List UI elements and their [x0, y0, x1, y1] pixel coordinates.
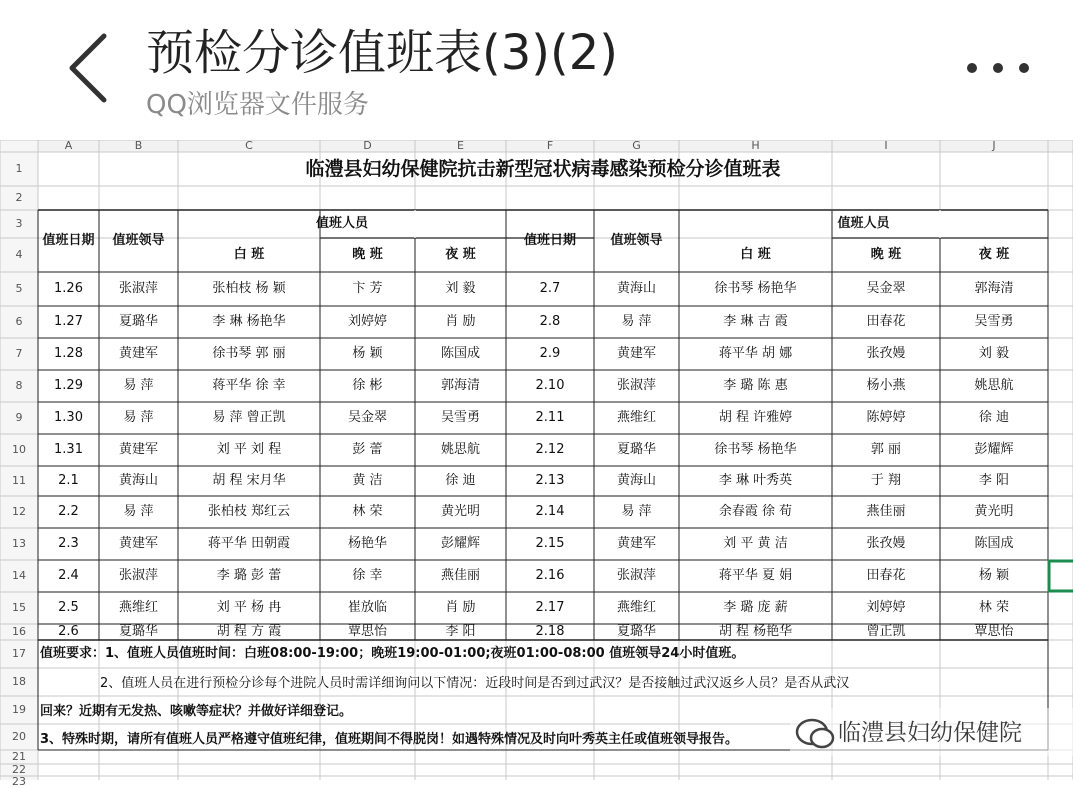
table-cell[interactable]: 胡 程 许雅婷: [718, 410, 793, 425]
more-dots-icon[interactable]: [958, 48, 1038, 88]
table-cell[interactable]: 陈国成: [440, 346, 480, 361]
row-header-5[interactable]: 5: [15, 282, 23, 295]
header-evening: 晚 班: [352, 247, 383, 262]
table-cell[interactable]: 彭耀辉: [974, 442, 1014, 457]
table-cell[interactable]: 黄建军: [118, 442, 158, 457]
header-staff: 值班人员: [837, 216, 890, 231]
table-cell[interactable]: 易 萍: [621, 314, 652, 329]
table-cell[interactable]: 杨 颖: [352, 346, 383, 361]
table-cell[interactable]: 李 璐 庞 薪: [723, 600, 788, 615]
table-cell[interactable]: 李 璐 陈 惠: [723, 378, 788, 393]
table-cell[interactable]: 李 璐 彭 蕾: [216, 568, 282, 583]
table-cell[interactable]: 2.18: [535, 624, 565, 639]
row-header-9[interactable]: 9: [15, 411, 23, 424]
table-cell[interactable]: 1.28: [54, 346, 83, 361]
table-cell[interactable]: 张孜嫚: [866, 346, 906, 361]
column-header-F[interactable]: F: [546, 139, 554, 152]
table-cell[interactable]: 夏璐华: [616, 624, 656, 639]
table-cell[interactable]: 蒋平华 夏 娟: [718, 568, 793, 583]
spreadsheet[interactable]: [0, 139, 1073, 788]
table-cell[interactable]: 燕维红: [616, 410, 656, 425]
note-line-3: 回来？近期有无发热、咳嗽等症状？并做好详细登记。: [40, 704, 353, 719]
table-cell[interactable]: 张淑萍: [616, 378, 656, 393]
row-header-6[interactable]: 6: [15, 315, 23, 328]
selected-cell[interactable]: [1049, 561, 1073, 591]
table-cell[interactable]: 张柏枝 杨 颖: [212, 281, 286, 296]
table-cell[interactable]: 黄建军: [616, 536, 656, 551]
table-cell[interactable]: 2.3: [58, 536, 79, 551]
table-cell[interactable]: 2.8: [539, 314, 561, 329]
table-cell[interactable]: 郭海清: [974, 281, 1014, 296]
table-cell[interactable]: 1.27: [54, 314, 83, 329]
table-cell[interactable]: 田春花: [866, 314, 906, 329]
column-header-D[interactable]: D: [363, 139, 372, 152]
row-header-21[interactable]: 21: [12, 750, 26, 763]
column-header-A[interactable]: A: [64, 139, 73, 152]
table-cell[interactable]: 曾正凯: [866, 624, 906, 639]
column-header-H[interactable]: H: [751, 139, 760, 152]
table-cell[interactable]: 黄光明: [974, 504, 1014, 519]
table-cell[interactable]: 刘婷婷: [866, 600, 906, 615]
table-cell[interactable]: 郭 丽: [870, 442, 902, 457]
table-cell[interactable]: 2.10: [535, 378, 565, 393]
table-cell[interactable]: 夏璐华: [118, 624, 158, 639]
table-cell[interactable]: 杨小燕: [866, 378, 906, 393]
table-cell[interactable]: 姚思航: [440, 442, 480, 457]
header-date: 值班日期: [42, 233, 95, 248]
header-night: 夜 班: [978, 247, 1010, 262]
row-header-10[interactable]: 10: [12, 443, 26, 456]
table-cell[interactable]: 易 萍: [621, 504, 652, 519]
table-cell[interactable]: 田春花: [866, 568, 906, 583]
table-cell[interactable]: 彭耀辉: [440, 536, 480, 551]
column-header-I[interactable]: I: [884, 139, 888, 152]
row-header-15[interactable]: 15: [12, 601, 26, 614]
table-cell[interactable]: 2.14: [535, 504, 565, 519]
table-cell[interactable]: 2.16: [535, 568, 565, 583]
table-cell[interactable]: 徐书琴 杨艳华: [714, 442, 797, 457]
table-cell[interactable]: 2.4: [58, 568, 79, 583]
table-cell[interactable]: 胡 程 杨艳华: [718, 624, 793, 639]
row-header-4[interactable]: 4: [15, 248, 23, 261]
table-cell[interactable]: 徐书琴 杨艳华: [714, 281, 797, 296]
table-cell[interactable]: 李 琳 吉 霞: [723, 314, 788, 329]
table-cell[interactable]: 林 荣: [352, 504, 383, 519]
table-cell[interactable]: 张柏枝 郑红云: [207, 504, 291, 519]
table-cell[interactable]: 燕佳丽: [440, 568, 480, 583]
table-cell[interactable]: 徐 彬: [352, 378, 383, 393]
table-cell[interactable]: 1.30: [54, 410, 83, 425]
table-cell[interactable]: 燕佳丽: [866, 504, 906, 519]
row-header-11[interactable]: 11: [12, 474, 26, 487]
table-cell[interactable]: 夏璐华: [616, 442, 656, 457]
row-header-23[interactable]: 23: [12, 775, 26, 788]
table-cell[interactable]: 黄建军: [118, 346, 158, 361]
header-evening: 晚 班: [870, 247, 902, 262]
table-cell[interactable]: 1.29: [54, 378, 83, 393]
table-cell[interactable]: 燕维红: [118, 600, 158, 615]
table-cell[interactable]: 林 荣: [978, 600, 1010, 615]
table-cell[interactable]: 2.17: [535, 600, 565, 615]
table-cell[interactable]: 张淑萍: [616, 568, 656, 583]
table-cell[interactable]: 黄 洁: [352, 473, 383, 488]
table-cell[interactable]: 蒋平华 徐 幸: [212, 378, 286, 393]
table-cell[interactable]: 易 萍 曾正凯: [212, 410, 286, 425]
table-cell[interactable]: 1.26: [54, 281, 83, 296]
table-cell[interactable]: 于 翔: [870, 473, 902, 488]
row-header-18[interactable]: 18: [12, 675, 26, 688]
watermark-text: 临澧县妇幼保健院: [838, 720, 1022, 746]
table-cell[interactable]: 张孜嫚: [866, 536, 906, 551]
table-cell[interactable]: 2.12: [535, 442, 565, 457]
note-line-2: 2、值班人员在进行预检分诊每个进院人员时需详细询问以下情况：近段时间是否到过武汉？是否接触过武汉返乡人员？是否从武汉: [100, 676, 850, 691]
table-cell[interactable]: 李 阳: [445, 624, 476, 639]
table-cell[interactable]: 黄光明: [440, 504, 480, 519]
table-cell[interactable]: 刘 平 杨 冉: [216, 600, 282, 615]
app-header: [0, 0, 1073, 138]
table-cell[interactable]: 易 萍: [123, 410, 154, 425]
table-cell[interactable]: 2.1: [58, 473, 79, 488]
header-staff: 值班人员: [315, 216, 368, 231]
table-cell[interactable]: 2.7: [539, 281, 561, 296]
table-cell[interactable]: 覃思怡: [974, 624, 1014, 639]
table-cell[interactable]: 刘 毅: [445, 281, 476, 296]
column-header-E[interactable]: E: [457, 139, 464, 152]
table-cell[interactable]: 刘 平 黄 洁: [723, 536, 788, 551]
table-cell[interactable]: 徐 迪: [445, 473, 476, 488]
table-cell[interactable]: 李 阳: [978, 473, 1010, 488]
table-cell[interactable]: 刘 毅: [978, 346, 1010, 361]
header-night: 夜 班: [445, 247, 476, 262]
note-line-4: 3、特殊时期，请所有值班人员严格遵守值班纪律，值班期间不得脱岗！如遇特殊情况及时向叶秀英主任或值班领导报告。: [40, 732, 739, 747]
table-cell[interactable]: 陈婷婷: [866, 410, 906, 425]
table-cell[interactable]: 2.2: [58, 504, 79, 519]
table-cell[interactable]: 易 萍: [123, 504, 154, 519]
header-leader: 值班领导: [610, 233, 663, 248]
table-cell[interactable]: 2.6: [58, 624, 79, 639]
table-cell[interactable]: 卞 芳: [352, 281, 383, 296]
table-cell[interactable]: 李 琳 杨艳华: [212, 314, 286, 329]
page-title: 预检分诊值班表(3)(2): [146, 25, 618, 81]
table-cell[interactable]: 徐书琴 郭 丽: [212, 346, 286, 361]
table-cell[interactable]: 黄建军: [616, 346, 656, 361]
table-cell[interactable]: 刘婷婷: [347, 314, 387, 329]
column-header-J[interactable]: J: [992, 139, 996, 152]
table-cell[interactable]: 李 琳 叶秀英: [718, 473, 793, 488]
note-line-1: 值班要求：1、值班人员值班时间：白班08:00-19:00；晚班19:00-01:00;夜班01:00-08:00 值班领导24小时值班。: [40, 646, 745, 661]
table-cell[interactable]: 2.5: [58, 600, 79, 615]
table-cell[interactable]: 2.9: [539, 346, 561, 361]
table-cell[interactable]: 余春霞 徐 荀: [718, 504, 793, 519]
table-cell[interactable]: 刘 平 刘 程: [216, 442, 282, 457]
column-header-C[interactable]: C: [245, 139, 253, 152]
row-header-1[interactable]: 1: [15, 162, 23, 175]
row-header-19[interactable]: 19: [12, 703, 26, 716]
sheet-title: 临澧县妇幼保健院抗击新型冠状病毒感染预检分诊值班表: [305, 158, 781, 180]
row-header-14[interactable]: 14: [12, 569, 26, 582]
table-cell[interactable]: 黄建军: [118, 536, 158, 551]
table-cell[interactable]: 黄海山: [616, 473, 656, 488]
row-header-2[interactable]: 2: [15, 191, 23, 204]
table-cell[interactable]: 蒋平华 胡 娜: [718, 346, 793, 361]
table-cell[interactable]: 徐 迪: [978, 410, 1010, 425]
row-header-3[interactable]: 3: [15, 217, 23, 230]
row-header-17[interactable]: 17: [12, 647, 26, 660]
row-header-16[interactable]: 16: [12, 625, 26, 638]
table-cell[interactable]: 黄海山: [118, 473, 158, 488]
table-cell[interactable]: 吴金翠: [866, 281, 906, 296]
table-cell[interactable]: 夏璐华: [118, 314, 158, 329]
table-cell[interactable]: 燕维红: [616, 600, 656, 615]
table-cell[interactable]: 2.13: [535, 473, 565, 488]
table-cell[interactable]: 覃思怡: [347, 624, 387, 639]
row-header-22[interactable]: 22: [12, 763, 26, 776]
table-cell[interactable]: 彭 蕾: [352, 442, 383, 457]
table-cell[interactable]: 徐 幸: [352, 568, 383, 583]
table-cell[interactable]: 张淑萍: [118, 568, 158, 583]
column-header-B[interactable]: B: [134, 139, 143, 152]
row-header-12[interactable]: 12: [12, 505, 26, 518]
table-cell[interactable]: 郭海清: [440, 378, 480, 393]
row-header-7[interactable]: 7: [15, 347, 23, 360]
table-cell[interactable]: 2.15: [535, 536, 565, 551]
table-cell[interactable]: 吴雪勇: [974, 314, 1014, 329]
table-cell[interactable]: 杨 颖: [978, 568, 1010, 583]
table-cell[interactable]: 吴雪勇: [440, 410, 480, 425]
table-cell[interactable]: 陈国成: [974, 536, 1014, 551]
header-leader: 值班领导: [112, 233, 165, 248]
table-cell[interactable]: 肖 励: [445, 600, 476, 615]
row-header-20[interactable]: 20: [12, 730, 26, 743]
header-day: 白 班: [740, 247, 771, 262]
table-cell[interactable]: 蒋平华 田朝霞: [207, 536, 291, 551]
back-arrow-icon[interactable]: [62, 30, 122, 106]
table-cell[interactable]: 肖 励: [445, 314, 476, 329]
table-cell[interactable]: 杨艳华: [347, 536, 387, 551]
header-date: 值班日期: [523, 233, 576, 248]
row-header-8[interactable]: 8: [15, 379, 23, 392]
table-cell[interactable]: 崔放临: [347, 600, 387, 615]
table-cell[interactable]: 胡 程 宋月华: [212, 473, 286, 488]
table-cell[interactable]: 姚思航: [974, 378, 1014, 393]
table-cell[interactable]: 2.11: [535, 410, 565, 425]
row-header-13[interactable]: 13: [12, 537, 26, 550]
table-cell[interactable]: 1.31: [54, 442, 83, 457]
header-day: 白 班: [233, 247, 265, 262]
page-subtitle: QQ浏览器文件服务: [146, 90, 369, 120]
table-cell[interactable]: 张淑萍: [118, 281, 158, 296]
watermark: [790, 708, 1073, 756]
table-cell[interactable]: 黄海山: [616, 281, 656, 296]
table-cell[interactable]: 易 萍: [123, 378, 154, 393]
table-cell[interactable]: 吴金翠: [347, 410, 387, 425]
table-cell[interactable]: 胡 程 方 霞: [216, 624, 282, 639]
column-header-G[interactable]: G: [632, 139, 641, 152]
